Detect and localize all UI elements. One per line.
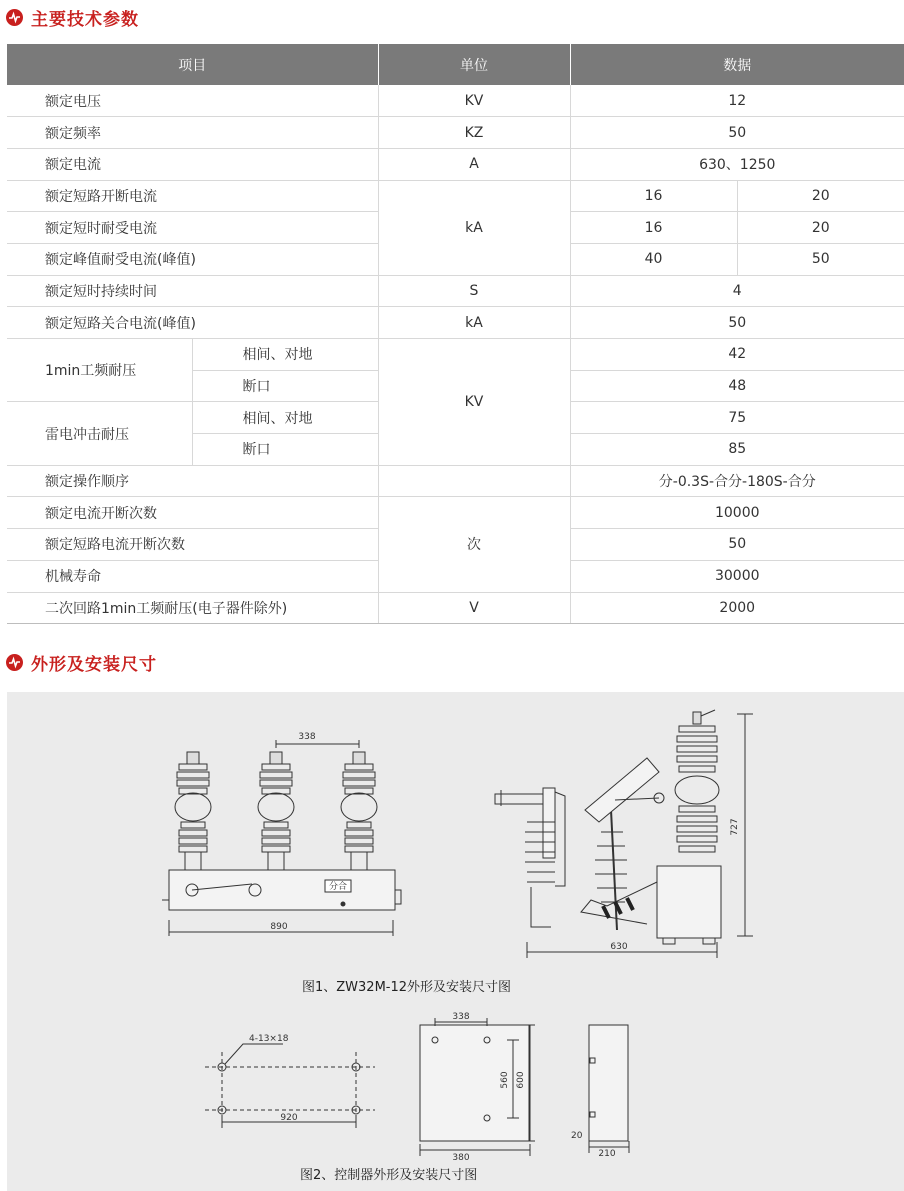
row-value: 20 <box>737 180 904 212</box>
row-unit <box>378 465 570 497</box>
table-row <box>7 592 904 624</box>
spec-table <box>7 44 904 624</box>
dim-338-top: 338 <box>298 732 316 742</box>
row-item: 二次回路1min工频耐压(电子器件除外) <box>7 592 378 624</box>
row-item: 额定电流开断次数 <box>7 497 378 529</box>
row-value: 75 <box>570 402 904 434</box>
table-row <box>7 307 904 339</box>
section-logo-icon <box>6 9 23 26</box>
table-row <box>7 275 904 307</box>
row-value: 2000 <box>570 592 904 624</box>
row-item: 额定电流 <box>7 148 378 180</box>
row-value: 50 <box>570 529 904 561</box>
header-data: 数据 <box>570 44 904 85</box>
section-title: 外形及安装尺寸 <box>31 654 157 675</box>
row-subitem: 相间、对地 <box>192 339 378 371</box>
dim-600: 600 <box>516 1071 526 1089</box>
row-value: 分-0.3S-合分-180S-合分 <box>570 465 904 497</box>
row-value: 50 <box>570 307 904 339</box>
section-heading-specs <box>6 2 139 32</box>
dim-890: 890 <box>270 922 288 932</box>
row-value: 20 <box>737 212 904 244</box>
row-item: 额定操作顺序 <box>7 465 378 497</box>
row-unit: S <box>378 275 570 307</box>
dim-338-ctrl: 338 <box>452 1012 470 1022</box>
header-unit: 单位 <box>378 44 570 85</box>
dim-20: 20 <box>571 1131 583 1141</box>
row-unit: kA <box>378 307 570 339</box>
row-unit: kA <box>378 180 570 275</box>
row-subitem: 断口 <box>192 370 378 402</box>
row-value: 50 <box>570 117 904 149</box>
row-value: 10000 <box>570 497 904 529</box>
figure1-caption: 图1、ZW32M-12外形及安装尺寸图 <box>302 980 512 995</box>
row-item: 额定频率 <box>7 117 378 149</box>
drawing-area <box>7 692 904 1191</box>
row-unit: KV <box>378 85 570 117</box>
dim-holes: 4-13×18 <box>249 1034 289 1044</box>
section-logo-icon <box>6 654 23 671</box>
section-title: 主要技术参数 <box>31 9 139 30</box>
dim-630: 630 <box>610 942 628 952</box>
row-unit: V <box>378 592 570 624</box>
controller-side-view <box>589 1025 629 1153</box>
header-item: 项目 <box>7 44 378 85</box>
row-item: 额定短路关合电流(峰值) <box>7 307 378 339</box>
row-value: 12 <box>570 85 904 117</box>
row-unit: KV <box>378 339 570 466</box>
row-value: 50 <box>737 243 904 275</box>
row-item: 额定短时持续时间 <box>7 275 378 307</box>
row-value: 85 <box>570 434 904 466</box>
row-subitem: 断口 <box>192 434 378 466</box>
table-row <box>7 117 904 149</box>
row-value: 4 <box>570 275 904 307</box>
row-value: 42 <box>570 339 904 371</box>
dim-380: 380 <box>452 1153 470 1163</box>
row-value: 16 <box>570 180 737 212</box>
row-item: 额定电压 <box>7 85 378 117</box>
row-item: 额定短时耐受电流 <box>7 212 378 244</box>
dim-210: 210 <box>598 1149 616 1159</box>
row-value: 16 <box>570 212 737 244</box>
table-row <box>7 497 904 529</box>
row-subitem: 相间、对地 <box>192 402 378 434</box>
insulator-right <box>341 752 377 870</box>
breaker-front-view <box>162 740 401 936</box>
row-item: 额定短路电流开断次数 <box>7 529 378 561</box>
technical-drawings <box>7 692 904 1191</box>
table-row <box>7 85 904 117</box>
breaker-side-view <box>495 710 753 958</box>
figure2-caption: 图2、控制器外形及安装尺寸图 <box>300 1168 478 1183</box>
table-row <box>7 465 904 497</box>
dim-560: 560 <box>500 1071 510 1089</box>
table-header-row <box>7 44 904 85</box>
row-value: 40 <box>570 243 737 275</box>
table-row <box>7 148 904 180</box>
row-item: 机械寿命 <box>7 560 378 592</box>
row-item: 额定峰值耐受电流(峰值) <box>7 243 378 275</box>
insulator-left <box>175 752 211 870</box>
row-item: 雷电冲击耐压 <box>7 402 192 465</box>
row-item: 额定短路开断电流 <box>7 180 378 212</box>
dim-920: 920 <box>280 1113 298 1123</box>
row-value: 48 <box>570 370 904 402</box>
row-unit: KZ <box>378 117 570 149</box>
table-row <box>7 180 904 212</box>
row-value: 630、1250 <box>570 148 904 180</box>
section-heading-dimensions <box>6 647 157 677</box>
dim-727: 727 <box>730 818 740 836</box>
row-unit: A <box>378 148 570 180</box>
switch-label: 分合 <box>328 882 348 892</box>
row-item: 1min工频耐压 <box>7 339 192 402</box>
table-row <box>7 339 904 371</box>
insulator-middle <box>258 752 294 870</box>
row-value: 30000 <box>570 560 904 592</box>
row-unit: 次 <box>378 497 570 592</box>
